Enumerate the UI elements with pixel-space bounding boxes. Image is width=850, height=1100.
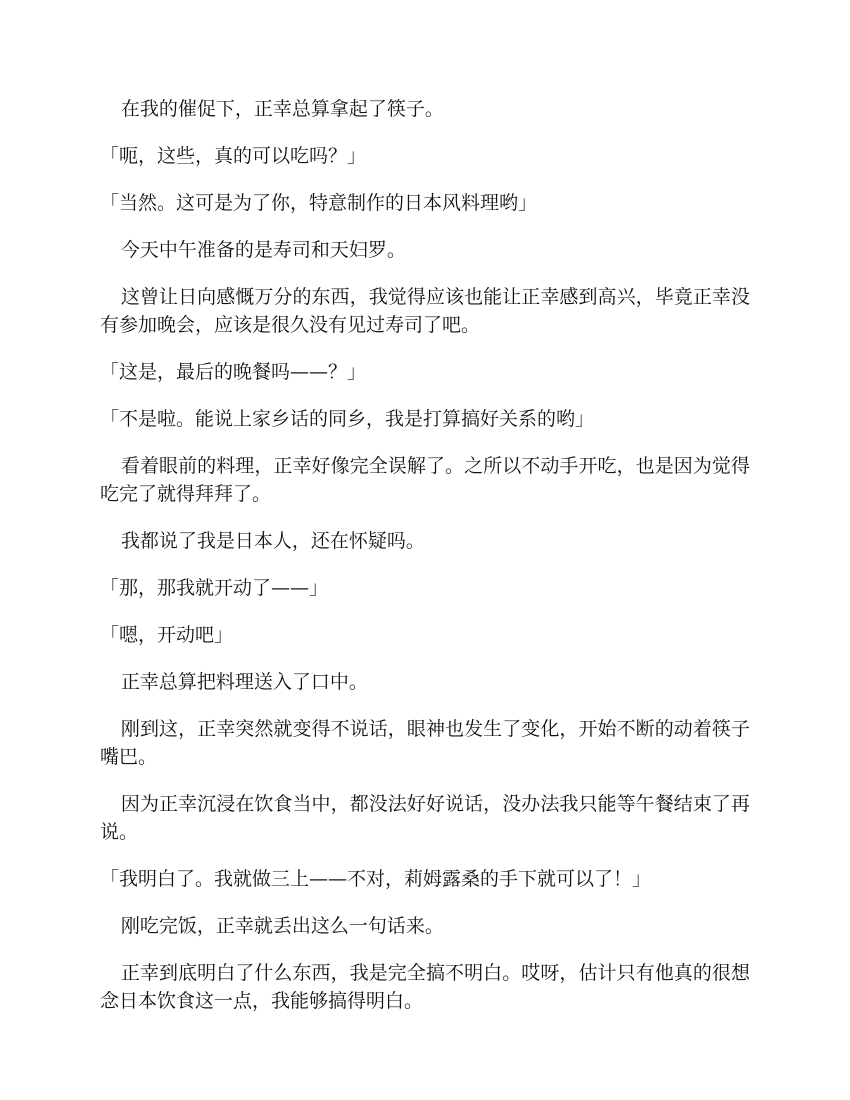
paragraph-14: 因为正幸沉浸在饮食当中，都没法好好说话，没办法我只能等午餐结束了再说。 <box>100 793 750 843</box>
paragraph-5: 这曾让日向感慨万分的东西，我觉得应该也能让正幸感到高兴，毕竟正幸没有参加晚会，应该是很久没有见过寿司了吧。 <box>100 286 750 336</box>
dialogue-line-2: 「呃，这些，真的可以吃吗？」 <box>100 145 367 167</box>
dialogue-line-10: 「那，那我就开动了——」 <box>100 577 329 599</box>
dialogue-line-15: 「我明白了。我就做三上——不对，莉姆露桑的手下就可以了！」 <box>100 868 652 890</box>
dialogue-line-7: 「不是啦。能说上家乡话的同乡，我是打算搞好关系的哟」 <box>100 408 595 430</box>
paragraph-13: 刚到这，正幸突然就变得不说话，眼神也发生了变化，开始不断的动着筷子嘴巴。 <box>100 718 750 768</box>
paragraph-4: 今天中午准备的是寿司和天妇罗。 <box>120 239 406 261</box>
paragraph-12: 正幸总算把料理送入了口中。 <box>120 671 368 693</box>
paragraph-9: 我都说了我是日本人，还在怀疑吗。 <box>120 530 425 552</box>
text-body <box>100 95 750 1034</box>
dialogue-line-11: 「嗯，开动吧」 <box>100 624 234 646</box>
paragraph-8: 看着眼前的料理，正幸好像完全误解了。之所以不动手开吃，也是因为觉得吃完了就得拜拜了。 <box>100 455 750 505</box>
paragraph-1: 在我的催促下，正幸总算拿起了筷子。 <box>120 98 444 120</box>
dialogue-line-3: 「当然。这可是为了你，特意制作的日本风料理哟」 <box>100 192 538 214</box>
paragraph-16: 刚吃完饭，正幸就丢出这么一句话来。 <box>120 915 444 937</box>
dialogue-line-6: 「这是，最后的晚餐吗——？」 <box>100 361 367 383</box>
paragraph-17: 正幸到底明白了什么东西，我是完全搞不明白。哎呀，估计只有他真的很想念日本饮食这一点，我能够搞得明白。 <box>100 962 750 1012</box>
